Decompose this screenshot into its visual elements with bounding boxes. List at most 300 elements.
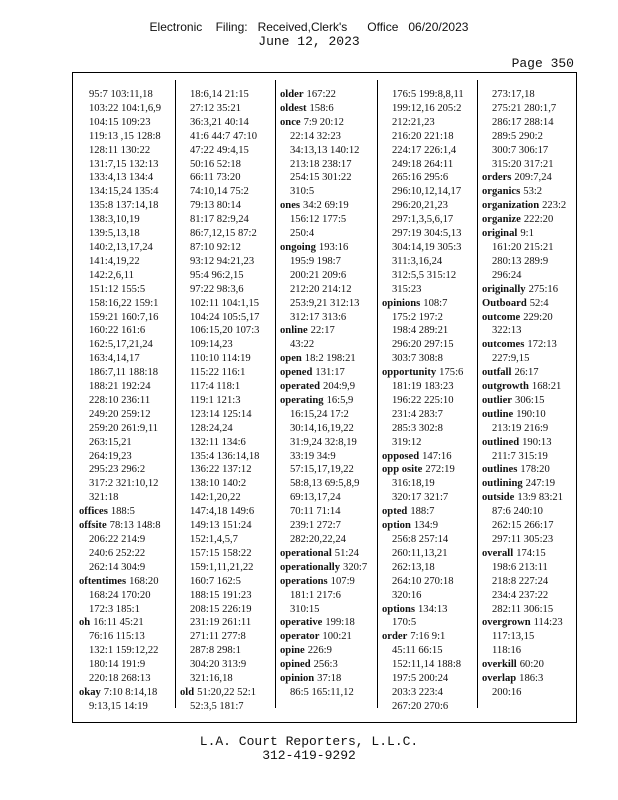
index-line [482, 186, 542, 197]
index-term: organize [482, 214, 521, 226]
index-term: operator [280, 631, 320, 643]
page-references: 93:12 94:21,23 [190, 255, 255, 267]
index-line [482, 673, 543, 684]
index-entry [280, 352, 367, 366]
index-entry [280, 616, 367, 630]
page-references: 115:22 116:1 [190, 367, 246, 379]
filing-stamp: Electronic Filing: Received,Clerk's Office 06/20/2023 [149, 20, 469, 34]
page-references: 296:20 297:15 [392, 339, 454, 351]
index-term: outlining [482, 478, 523, 490]
index-entry [79, 88, 161, 505]
index-entry [482, 311, 566, 339]
page-references: 69:13,17,24 [290, 492, 341, 504]
page-references: 175:6 [439, 367, 464, 379]
page-references: 213:19 216:9 [492, 422, 549, 434]
index-line [382, 464, 455, 475]
page-references: 286:17 288:14 [492, 116, 554, 128]
page-references: 106:15,20 107:3 [190, 325, 260, 337]
index-line [280, 395, 353, 406]
index-line [382, 367, 463, 378]
page-references: 218:8 227:24 [492, 575, 549, 587]
index-line [280, 645, 332, 656]
page-references: 53:2 [523, 186, 543, 198]
index-entry [280, 116, 367, 199]
page-references: 254:15 301:22 [290, 172, 352, 184]
page-references: 119:1 121:3 [190, 394, 241, 406]
index-term: opp osite [382, 464, 423, 476]
index-entry [482, 213, 566, 227]
page-references: 104:15 109:23 [89, 116, 151, 128]
page-references: 213:18 238:17 [290, 158, 352, 170]
page-references: 316:18,19 [392, 478, 435, 490]
index-line [280, 576, 355, 587]
index-entry [482, 171, 566, 185]
index-term: opposed [382, 450, 420, 462]
page-references: 87:6 240:10 [492, 506, 543, 518]
index-line [482, 298, 549, 309]
page-references: 147:4,18 149:6 [190, 506, 255, 518]
page-references: 132:1 159:12,22 [89, 645, 159, 657]
index-line [280, 562, 367, 573]
page-references: 256:3 [313, 659, 338, 671]
page-references: 36:3,21 40:14 [190, 116, 249, 128]
page-references: 319:12 [392, 436, 422, 448]
index-entry [79, 519, 161, 575]
index-line [280, 631, 352, 642]
page-references: 280:13 289:9 [492, 255, 549, 267]
page-references: 220:18 268:13 [89, 673, 151, 685]
page-references: 168:24 170:20 [89, 589, 151, 601]
index-column-3 [280, 88, 367, 700]
index-term: order [382, 631, 408, 643]
index-term: oldest [280, 102, 307, 114]
page-references: 310:15 [290, 603, 320, 615]
index-entry [482, 616, 566, 658]
index-line [79, 576, 159, 587]
page-references: 108:7 [423, 297, 448, 309]
page-references: 118:16 [492, 645, 522, 657]
page-references: 320:7 [343, 561, 368, 573]
index-line [482, 312, 553, 323]
index-line [382, 604, 447, 615]
index-entry [280, 241, 367, 324]
page-references: 79:13 80:14 [190, 200, 241, 212]
page-references: 224:17 226:1,4 [392, 144, 457, 156]
index-entry [79, 575, 161, 617]
page-references: 240:6 252:22 [89, 547, 146, 559]
index-term: outline [482, 408, 514, 420]
index-entry [482, 477, 566, 491]
page-references: 52:4 [529, 297, 549, 309]
page-references: 206:22 214:9 [89, 534, 146, 545]
index-term: operated [280, 381, 321, 393]
page-references: 16:15,24 17:2 [290, 408, 349, 420]
index-line [482, 492, 563, 503]
index-term: outgrowth [482, 381, 529, 393]
page-references: 267:20 270:6 [392, 700, 449, 712]
page-references: 256:8 257:14 [392, 534, 449, 545]
index-entry [482, 491, 566, 547]
page-references: 117:4 118:1 [190, 381, 241, 393]
page-references: 300:7 306:17 [492, 144, 549, 156]
page-references: 86:7,12,15 87:2 [190, 228, 257, 240]
page-references: 296:20,21,23 [392, 200, 448, 212]
index-entry [482, 338, 566, 366]
page-references: 304:20 313:9 [190, 659, 247, 671]
page-references: 312:5,5 315:12 [392, 269, 457, 281]
index-entry [280, 366, 367, 380]
page-references: 265:16 295:6 [392, 172, 449, 184]
index-entry [482, 227, 566, 283]
index-term: oh [79, 617, 91, 629]
index-entry [482, 672, 566, 700]
index-line [79, 520, 161, 531]
index-term: outfall [482, 367, 512, 379]
index-line [280, 659, 338, 670]
page-references: 138:10 140:2 [190, 478, 247, 490]
page-references: 26:17 [514, 367, 539, 379]
index-line [280, 103, 334, 114]
page-references: 119:13 ,15 128:8 [89, 130, 161, 142]
page-references: 204:9,9 [323, 381, 356, 393]
index-entry [482, 199, 566, 213]
index-line [280, 548, 359, 559]
page-references: 158:16,22 159:1 [89, 297, 159, 309]
page-references: 287:8 298:1 [190, 645, 241, 657]
page-references: 128:11 130:22 [89, 144, 151, 156]
index-term: organics [482, 186, 521, 198]
page-references: 297:11 305:23 [492, 534, 554, 545]
page-references: 209:7,24 [514, 172, 552, 184]
page-references: 320:17 321:7 [392, 492, 449, 504]
index-line: 273:17,18 [492, 89, 535, 100]
page-references: 322:13 [492, 325, 522, 337]
page-references: 306:15 [515, 394, 545, 406]
page-references: 142:1,20,22 [190, 492, 241, 504]
index-line [280, 673, 341, 684]
page-references: 317:2 321:10,12 [89, 478, 159, 490]
page-references: 195:9 198:7 [290, 255, 341, 267]
page-references: 134:9 [413, 520, 438, 532]
index-line [482, 367, 539, 378]
page-references: 58:8,13 69:5,8,9 [290, 478, 360, 490]
index-term: orders [482, 172, 512, 184]
page-references: 211:7 315:19 [492, 450, 548, 462]
index-term: overkill [482, 659, 517, 671]
page-references: 152:11,14 188:8 [392, 659, 462, 671]
index-term: operational [280, 547, 332, 559]
index-term: opined [280, 659, 311, 671]
index-term: opted [382, 506, 408, 518]
index-line: 176:5 199:8,8,11 [392, 89, 464, 100]
page-references: 320:16 [392, 589, 422, 601]
page-references: 142:2,6,11 [89, 269, 134, 281]
index-term: old [180, 686, 195, 698]
index-line: 18:6,14 21:15 [190, 89, 249, 100]
index-line [280, 325, 335, 336]
page-references: 212:20 214:12 [290, 283, 352, 295]
index-entry [382, 505, 464, 519]
page-references: 200:21 209:6 [290, 269, 347, 281]
page-references: 264:10 270:18 [392, 575, 454, 587]
page-references: 289:5 290:2 [492, 130, 543, 142]
index-term: once [280, 116, 301, 128]
page-references: 9:1 [520, 228, 534, 240]
page-references: 231:19 261:11 [190, 617, 252, 629]
index-line [79, 617, 144, 628]
page-references: 100:21 [322, 631, 352, 643]
page-references: 74:10,14 75:2 [190, 186, 249, 198]
index-line [382, 520, 438, 531]
page-references: 198:4 289:21 [392, 325, 449, 337]
page-references: 110:10 114:19 [190, 353, 251, 365]
index-entry [280, 394, 367, 547]
index-entry [280, 88, 367, 102]
index-entry [382, 88, 464, 297]
page-references: 76:16 115:13 [89, 631, 145, 643]
index-entry [280, 324, 367, 352]
page-references: 263:15,21 [89, 436, 132, 448]
index-line [482, 437, 552, 448]
page-references: 134:13 [417, 603, 448, 615]
index-column-5 [482, 88, 566, 700]
index-term: outcomes [482, 339, 525, 351]
page-references: 296:10,12,14,17 [392, 186, 462, 198]
index-entry [280, 672, 367, 700]
page-references: 304:14,19 305:3 [392, 241, 462, 253]
page-references: 114:23 [533, 617, 563, 629]
index-line [280, 242, 348, 253]
index-entry [382, 519, 464, 602]
index-line [382, 506, 434, 517]
page-references: 181:1 217:6 [290, 589, 341, 601]
page-references: 321:18 [89, 492, 119, 504]
index-entry [180, 88, 259, 686]
page-references: 7:16 9:1 [410, 631, 446, 643]
page-references: 34:2 69:19 [303, 200, 349, 212]
page-references: 7:9 20:12 [303, 116, 344, 128]
index-term: operative [280, 617, 323, 629]
page-references: 27:12 35:21 [190, 102, 241, 114]
page-references: 226:9 [307, 645, 332, 657]
page-references: 86:5 165:11,12 [290, 686, 354, 698]
page-references: 50:16 52:18 [190, 158, 241, 170]
page-references: 131:7,15 132:13 [89, 158, 159, 170]
index-entry [280, 102, 367, 116]
index-term: older [280, 89, 304, 100]
page-references: 158:6 [309, 102, 334, 114]
page-references: 271:11 277:8 [190, 631, 246, 643]
index-line: 95:7 103:11,18 [89, 89, 153, 100]
page-references: 109:14,23 [190, 339, 233, 351]
page-references: 180:14 191:9 [89, 659, 146, 671]
index-entry [382, 603, 464, 631]
index-line [280, 117, 344, 128]
page-references: 174:15 [516, 547, 546, 559]
index-line [482, 659, 544, 670]
index-entry [482, 297, 566, 311]
page-references: 132:11 134:6 [190, 436, 246, 448]
index-entry [382, 630, 464, 713]
page-references: 95:4 96:2,15 [190, 269, 244, 281]
page-references: 161:20 215:21 [492, 241, 554, 253]
page-references: 188:7 [410, 506, 435, 518]
page-references: 13:9 83:21 [517, 492, 564, 504]
page-references: 234:4 237:22 [492, 589, 549, 601]
index-line [482, 339, 557, 350]
page-references: 264:19,23 [89, 450, 132, 462]
index-entry [382, 463, 464, 505]
page-references: 247:19 [525, 478, 556, 490]
page-references: 262:13,18 [392, 561, 435, 573]
page-references: 136:22 137:12 [190, 464, 252, 476]
page-references: 310:5 [290, 186, 315, 198]
page-references: 229:20 [523, 311, 553, 323]
index-entry [482, 408, 566, 436]
page-references: 104:24 105:5,17 [190, 311, 260, 323]
page-references: 295:23 296:2 [89, 464, 146, 476]
index-line [79, 506, 135, 517]
index-term: opinions [382, 297, 421, 309]
index-line [382, 451, 452, 462]
index-line [382, 298, 447, 309]
page-references: 262:14 304:9 [89, 561, 146, 573]
page-references: 147:16 [422, 450, 452, 462]
page-references: 188:5 [110, 506, 135, 518]
page-references: 123:14 125:14 [190, 408, 252, 420]
page-references: 197:5 200:24 [392, 673, 449, 685]
page-references: 223:2 [542, 200, 567, 212]
page-references: 178:20 [520, 464, 550, 476]
page-references: 57:15,17,19,22 [290, 464, 354, 476]
index-column-1 [79, 88, 161, 714]
page-references: 134:15,24 135:4 [89, 186, 159, 198]
page-references: 262:15 266:17 [492, 520, 554, 532]
index-line [482, 172, 552, 183]
page-references: 315:23 [392, 283, 422, 295]
page-references: 212:21,23 [392, 116, 435, 128]
reporter-phone: 312-419-9292 [262, 748, 356, 763]
page-references: 163:4,14,17 [89, 353, 140, 365]
index-entry [280, 630, 367, 644]
page-number: Page 350 [511, 56, 574, 71]
index-term: originally [482, 283, 526, 295]
index-entry [482, 463, 566, 477]
page-date: June 12, 2023 [258, 34, 360, 49]
page-references: 87:10 92:12 [190, 241, 241, 253]
index-term: online [280, 325, 308, 337]
page-references: 282:20,22,24 [290, 534, 346, 545]
index-column-2 [180, 88, 259, 714]
page-references: 70:11 71:14 [290, 506, 341, 518]
index-term: opine [280, 645, 305, 657]
page-references: 9:13,15 14:19 [89, 700, 148, 712]
page-references: 312:17 313:6 [290, 311, 347, 323]
page-references: 193:16 [318, 241, 349, 253]
page-references: 196:22 225:10 [392, 394, 454, 406]
page-references: 315:20 317:21 [492, 158, 554, 170]
column-divider [175, 80, 176, 708]
page-references: 282:11 306:15 [492, 603, 554, 615]
index-line [280, 617, 355, 628]
page-references: 181:19 183:23 [392, 381, 454, 393]
index-line [482, 381, 561, 392]
index-entry [482, 436, 566, 464]
index-line [482, 200, 566, 211]
page-references: 78:13 148:8 [109, 520, 161, 532]
page-references: 7:10 8:14,18 [103, 686, 158, 698]
page-references: 97:22 98:3,6 [190, 283, 244, 295]
index-term: operating [280, 394, 324, 406]
index-entry [79, 616, 161, 686]
index-entry [482, 283, 566, 297]
column-divider [377, 80, 378, 708]
index-term: operations [280, 575, 328, 587]
page-references: 156:12 177:5 [290, 214, 347, 226]
index-line [79, 687, 157, 698]
index-term: option [382, 520, 411, 532]
index-term: opinion [280, 673, 315, 685]
index-column-4 [382, 88, 464, 714]
index-term: offices [79, 506, 108, 518]
page-references: 249:20 259:12 [89, 408, 151, 420]
index-entry [482, 547, 566, 617]
index-term: oftentimes [79, 575, 127, 587]
page-references: 222:20 [523, 214, 554, 226]
index-term: okay [79, 686, 101, 698]
page-references: 140:2,13,17,24 [89, 241, 153, 253]
page-references: 186:3 [519, 673, 544, 685]
page-references: 18:2 198:21 [304, 353, 356, 365]
index-term: organization [482, 200, 540, 212]
page-references: 51:20,22 52:1 [197, 686, 256, 698]
page-references: 16:11 45:21 [93, 617, 144, 629]
index-entry [280, 658, 367, 672]
page-references: 259:20 261:9,11 [89, 422, 159, 434]
page-references: 203:3 223:4 [392, 686, 443, 698]
page-references: 200:16 [492, 686, 522, 698]
index-line [280, 381, 355, 392]
page-references: 297:1,3,5,6,17 [392, 214, 454, 226]
index-entry [79, 505, 161, 519]
index-term: Outboard [482, 297, 527, 309]
index-entry [482, 658, 566, 672]
page-references: 275:16 [528, 283, 558, 295]
column-divider [477, 80, 478, 708]
index-entry [382, 450, 464, 464]
index-line [280, 353, 356, 364]
page-references: 133:4,13 134:4 [89, 172, 154, 184]
page-references: 162:5,17,21,24 [89, 339, 153, 351]
page-references: 303:7 308:8 [392, 353, 443, 365]
page-references: 190:13 [522, 436, 552, 448]
index-line [280, 89, 336, 100]
index-term: outlines [482, 464, 518, 476]
page-references: 107:9 [330, 575, 355, 587]
page-references: 199:18 [325, 617, 355, 629]
page-references: 188:15 191:23 [190, 589, 252, 601]
index-entry [482, 185, 566, 199]
page-references: 22:17 [310, 325, 335, 337]
reporter-name: L.A. Court Reporters, L.L.C. [199, 734, 419, 749]
index-entry [180, 686, 259, 714]
page-references: 34:13,13 140:12 [290, 144, 360, 156]
page-references: 16:5,9 [326, 394, 354, 406]
page-references: 216:20 221:18 [392, 130, 454, 142]
page-references: 52:3,5 181:7 [190, 700, 244, 712]
page-references: 186:7,11 188:18 [89, 367, 159, 379]
index-term: offsite [79, 520, 107, 532]
